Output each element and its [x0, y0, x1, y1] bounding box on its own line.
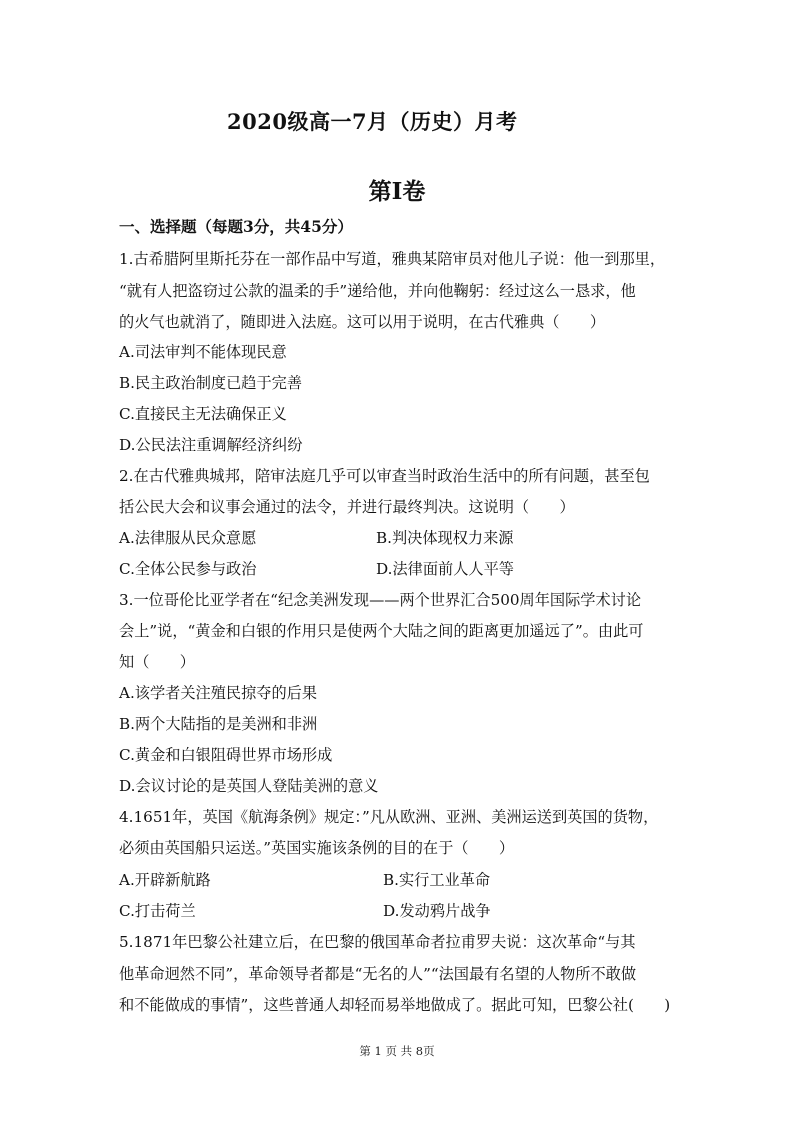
- question-3-option-c: C.黄金和白银阻碍世界市场形成: [119, 746, 333, 764]
- question-2-line-2: 括公民大会和议事会通过的法令，并进行最终判决。这说明（ ）: [119, 498, 575, 516]
- question-1-line-1: 1.古希腊阿里斯托芬在一部作品中写道，雅典某陪审员对他儿子说：他一到那里，: [119, 250, 666, 268]
- question-5-line-1: 5.1871年巴黎公社建立后，在巴黎的俄国革命者拉甫罗夫说：这次革命“与其: [119, 933, 636, 951]
- exam-title: 2020级高一7月（历史）月考: [227, 109, 518, 134]
- question-1-option-b: B.民主政治制度已趋于完善: [119, 374, 303, 392]
- question-3-option-b: B.两个大陆指的是美洲和非洲: [119, 715, 318, 733]
- question-3-line-1: 3.一位哥伦比亚学者在“纪念美洲发现——两个世界汇合500周年国际学术讨论: [119, 591, 642, 609]
- question-1-line-3: 的火气也就消了，随即进入法庭。这可以用于说明，在古代雅典（ ）: [119, 313, 605, 331]
- question-4-option-a: A.开辟新航路: [119, 871, 211, 889]
- question-4-line-2: 必须由英国船只运送。”英国实施该条例的目的在于（ ）: [119, 839, 515, 857]
- question-3-line-3: 知（ ）: [119, 653, 195, 671]
- question-3-line-2: 会上”说，“黄金和白银的作用只是使两个大陆之间的距离更加遥远了”。由此可: [119, 622, 644, 640]
- question-1-option-c: C.直接民主无法确保正义: [119, 405, 287, 423]
- question-1-option-a: A.司法审判不能体现民意: [119, 343, 287, 361]
- page-footer: 第 1 页 共 8页: [359, 1044, 435, 1058]
- question-2-option-d: D.法律面前人人平等: [376, 560, 514, 578]
- question-4-line-1: 4.1651年，英国《航海条例》规定：”凡从欧洲、亚洲、美洲运送到英国的货物，: [119, 808, 659, 826]
- question-3-option-d: D.会议讨论的是英国人登陆美洲的意义: [119, 777, 379, 795]
- question-4-option-c: C.打击荷兰: [119, 902, 196, 920]
- question-5-line-3: 和不能做成的事情”，这些普通人却轻而易举地做成了。据此可知，巴黎公社( ): [119, 996, 671, 1014]
- section-heading: 一、选择题（每题3分，共45分）: [119, 217, 353, 236]
- question-1-line-2: “就有人把盗窃过公款的温柔的手”递给他，并向他鞠躬：经过这么一恳求，他: [119, 282, 636, 300]
- question-3-option-a: A.该学者关注殖民掠夺的后果: [119, 684, 318, 702]
- question-5-line-2: 他革命迥然不同”，革命领导者都是“无名的人”“法国最有名望的人物所不敢做: [119, 965, 637, 983]
- question-2-option-a: A.法律服从民众意愿: [119, 529, 257, 547]
- question-2-option-b: B.判决体现权力来源: [376, 529, 514, 547]
- question-4-option-b: B.实行工业革命: [383, 871, 491, 889]
- question-2-line-1: 2.在古代雅典城邦，陪审法庭几乎可以审查当时政治生活中的所有问题，甚至包: [119, 467, 650, 485]
- question-4-option-d: D.发动鸦片战争: [383, 902, 491, 920]
- question-1-option-d: D.公民法注重调解经济纠纷: [119, 436, 303, 454]
- question-2-option-c: C.全体公民参与政治: [119, 560, 257, 578]
- volume-heading: 第Ⅰ卷: [368, 178, 426, 205]
